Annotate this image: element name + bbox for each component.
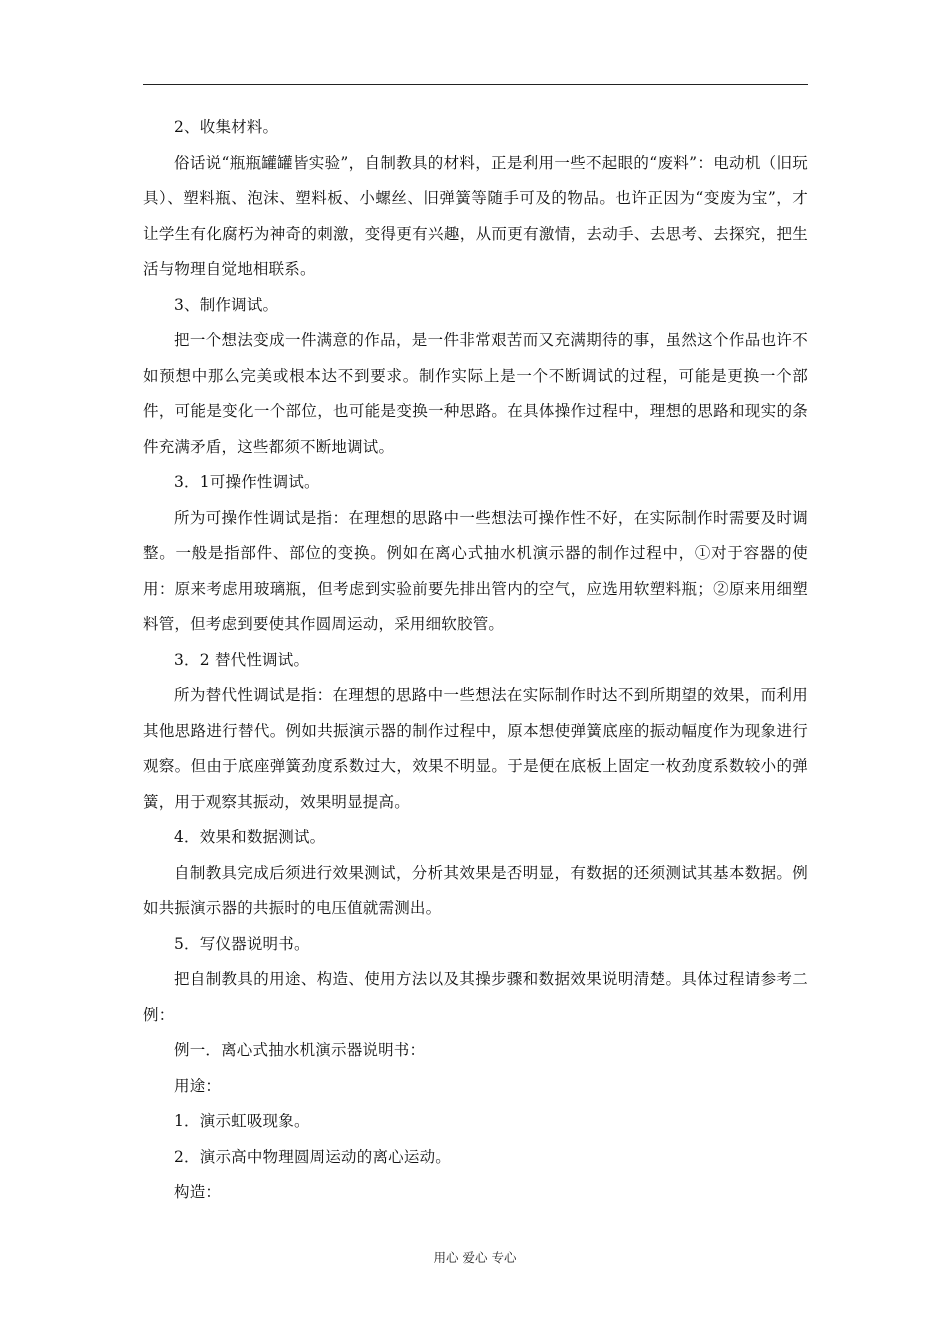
body-paragraph: 自制教具完成后须进行效果测试，分析其效果是否明显，有数据的还须测试其基本数据。例如共振演示器的共振时的电压值就需测出。 [143, 863, 808, 917]
document-body [143, 110, 808, 1211]
body-paragraph: 把一个想法变成一件满意的作品，是一件非常艰苦而又充满期待的事，虽然这个作品也许不如预想中那么完美或根本达不到要求。制作实际上是一个不断调试的过程，可能是更换一个部件，可能是变化一个部位，也可能是变换一种思路。在具体操作过程中，理想的思路和现实的条件充满矛盾，这些都须不断地调试。 [143, 331, 808, 456]
section-heading: 2、收集材料。 [174, 118, 279, 136]
header-rule [143, 84, 808, 85]
list-heading: 构造： [174, 1183, 222, 1201]
section-heading: 5．写仪器说明书。 [174, 934, 310, 953]
section-heading: 3．2 替代性调试。 [174, 650, 310, 669]
body-paragraph: 把自制教具的用途、构造、使用方法以及其操步骤和数据效果说明清楚。具体过程请参考二例： [143, 970, 808, 1024]
section-heading: 4．效果和数据测试。 [174, 828, 326, 846]
body-paragraph: 俗话说“瓶瓶罐罐皆实验”，自制教具的材料，正是利用一些不起眼的“废料”：电动机（旧玩具）、塑料瓶、泡沫、塑料板、小螺丝、旧弹簧等随手可及的物品。也许正因为“变废为宝”，才让学生有化腐朽为神奇的刺激，变得更有兴趣，从而更有激情，去动手、去思考、去探究，把生活与物理自觉地相联系。 [143, 153, 808, 278]
list-heading: 用途： [174, 1076, 222, 1095]
list-item: 1．演示虹吸现象。 [174, 1112, 310, 1130]
example-title: 例一．离心式抽水机演示器说明书： [174, 1041, 426, 1059]
list-item: 2．演示高中物理圆周运动的离心运动。 [174, 1147, 451, 1166]
section-heading: 3、制作调试。 [174, 295, 279, 314]
page-footer: 用心 爱心 专心 [433, 1250, 517, 1265]
body-paragraph: 所为可操作性调试是指：在理想的思路中一些想法可操作性不好，在实际制作时需要及时调整。一般是指部件、部位的变换。例如在离心式抽水机演示器的制作过程中，①对于容器的使用：原来考虑用玻璃瓶，但考虑到实验前要先排出管内的空气，应选用软塑料瓶；②原来用细塑料管，但考虑到要使其作圆周运动，采用细软胶管。 [143, 508, 808, 633]
section-heading: 3．1可操作性调试。 [174, 473, 320, 491]
body-paragraph: 所为替代性调试是指：在理想的思路中一些想法在实际制作时达不到所期望的效果，而利用其他思路进行替代。例如共振演示器的制作过程中，原本想使弹簧底座的振动幅度作为现象进行观察。但由于底座弹簧劲度系数过大，效果不明显。于是便在底板上固定一枚劲度系数较小的弹簧，用于观察其振动，效果明显提高。 [143, 686, 808, 811]
